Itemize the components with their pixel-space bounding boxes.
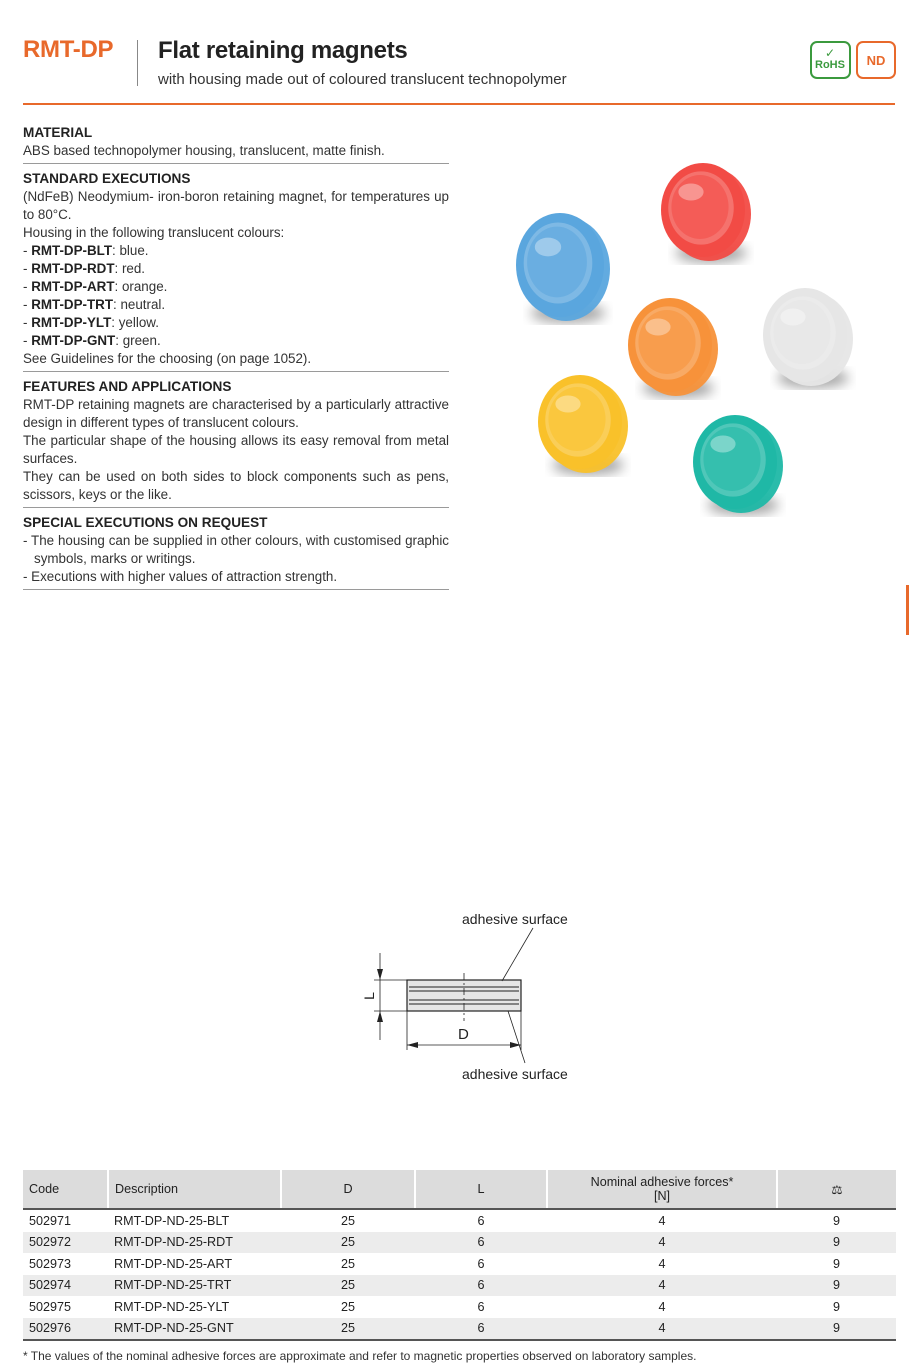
colour-item: - RMT-DP-YLT: yellow. (23, 315, 159, 330)
section-drawing (350, 905, 590, 1085)
table-row (23, 1209, 896, 1232)
col-force (547, 1170, 777, 1209)
cell-weight: 9 (777, 1232, 896, 1254)
cell-description: RMT-DP-ND-25-YLT (114, 1299, 230, 1314)
cell-description: RMT-DP-ND-25-TRT (108, 1275, 281, 1297)
cell-l: 6 (477, 1256, 485, 1271)
dimension-d-label: D (458, 1026, 469, 1043)
magnet-green (693, 415, 783, 515)
features-section (23, 378, 449, 508)
cell-weight: 9 (832, 1213, 840, 1228)
cell-weight: 9 (777, 1275, 896, 1297)
check-icon: ✓ (825, 46, 836, 60)
cell-code: 502973 (29, 1256, 72, 1271)
cell-l: 6 (415, 1318, 547, 1341)
cell-d: 25 (340, 1213, 355, 1228)
colour-item: - RMT-DP-BLT: blue. (23, 243, 149, 258)
special-executions-section (23, 514, 449, 590)
cell-force: 4 (658, 1299, 666, 1314)
col-l: L (415, 1170, 547, 1209)
cell-force: 4 (658, 1213, 666, 1228)
product-table (23, 1170, 896, 1341)
standard-heading: STANDARD EXECUTIONS (23, 171, 191, 186)
page-header (0, 0, 909, 105)
standard-executions-section (23, 170, 449, 372)
col-description: Description (108, 1170, 281, 1209)
cell-l: 6 (477, 1299, 485, 1314)
cell-weight: 9 (832, 1299, 840, 1314)
nd-label: ND (866, 53, 886, 68)
table-header-row (23, 1170, 896, 1209)
header-divider (137, 40, 138, 86)
standard-text-2: Housing in the following translucent colours: (23, 225, 285, 240)
page-title: Flat retaining magnets (158, 37, 408, 64)
cell-code: 502976 (23, 1318, 108, 1341)
features-heading: FEATURES AND APPLICATIONS (23, 379, 232, 394)
cell-l: 6 (477, 1213, 485, 1228)
colour-item: - RMT-DP-TRT: neutral. (23, 297, 166, 312)
magnet-red (661, 163, 751, 263)
col-force-unit: [N] (653, 1189, 671, 1203)
cell-d: 25 (281, 1318, 415, 1341)
cell-code: 502972 (23, 1232, 108, 1254)
special-item: - The housing can be supplied in other colours, with customised graphic symbols, marks or writings. (23, 533, 449, 566)
table-row (23, 1318, 896, 1341)
standard-text-3: See Guidelines for the choosing (on page 1052). (23, 351, 312, 366)
features-paragraph: They can be used on both sides to block components such as pens, scissors, keys or the like. (23, 469, 449, 502)
cell-force: 4 (658, 1256, 666, 1271)
cell-l: 6 (415, 1275, 547, 1297)
colour-item: - RMT-DP-RDT: red. (23, 261, 146, 276)
magnet-neutral (763, 288, 853, 388)
cell-d: 25 (340, 1299, 355, 1314)
cell-d: 25 (340, 1256, 355, 1271)
footnote: * The values of the nominal adhesive forces are approximate and refer to magnetic properties observed on laboratory samples. (23, 1349, 697, 1363)
special-heading: SPECIAL EXECUTIONS ON REQUEST (23, 515, 268, 530)
cell-description: RMT-DP-ND-25-GNT (108, 1318, 281, 1341)
cell-d: 25 (281, 1275, 415, 1297)
cell-code: 502974 (23, 1275, 108, 1297)
header-rule (23, 103, 895, 105)
nd-badge (856, 41, 896, 79)
cell-force: 4 (547, 1275, 777, 1297)
cell-d: 25 (281, 1232, 415, 1254)
dimension-l-label: L (360, 992, 377, 1000)
col-weight (777, 1170, 896, 1209)
cell-description: RMT-DP-ND-25-ART (114, 1256, 233, 1271)
features-paragraph: The particular shape of the housing allows its easy removal from metal surfaces. (23, 433, 449, 466)
magnet-yellow (538, 375, 628, 475)
cell-description: RMT-DP-ND-25-RDT (108, 1232, 281, 1254)
scale-icon: ⚖ (831, 1182, 843, 1197)
cell-description: RMT-DP-ND-25-BLT (114, 1213, 230, 1228)
cell-weight: 9 (777, 1318, 896, 1341)
features-paragraph: RMT-DP retaining magnets are characterised by a particularly attractive design in different types of translucent colours. (23, 397, 449, 430)
adhesive-surface-label-bottom: adhesive surface (462, 1066, 568, 1082)
colour-item: - RMT-DP-ART: orange. (23, 279, 168, 294)
standard-text-1: (NdFeB) Neodymium- iron-boron retaining magnet, for temperatures up to 80°C. (23, 189, 449, 222)
cell-weight: 9 (832, 1256, 840, 1271)
technical-drawing (350, 905, 590, 1085)
material-text: ABS based technopolymer housing, translucent, matte finish. (23, 143, 385, 158)
cell-l: 6 (415, 1232, 547, 1254)
magnet-blue (516, 213, 610, 323)
cell-force: 4 (547, 1232, 777, 1254)
page-subtitle: with housing made out of coloured translucent technopolymer (158, 71, 567, 88)
cell-code: 502975 (29, 1299, 72, 1314)
table-row (23, 1253, 896, 1275)
colour-item: - RMT-DP-GNT: green. (23, 333, 161, 348)
col-force-label: Nominal adhesive forces* (590, 1175, 734, 1189)
table-row (23, 1296, 896, 1318)
description-column (23, 124, 449, 596)
rohs-label: RoHS (815, 59, 845, 71)
adhesive-surface-label-top: adhesive surface (462, 911, 568, 927)
col-code: Code (23, 1170, 108, 1209)
table-row (23, 1232, 896, 1254)
cell-force: 4 (547, 1318, 777, 1341)
special-item: - Executions with higher values of attraction strength. (23, 569, 338, 584)
cell-code: 502971 (29, 1213, 72, 1228)
rohs-badge (810, 41, 851, 79)
product-photo (505, 160, 865, 530)
material-section (23, 124, 449, 164)
material-heading: MATERIAL (23, 125, 93, 140)
product-code: RMT-DP (23, 36, 114, 63)
table-row (23, 1275, 896, 1297)
magnet-orange (628, 298, 718, 398)
col-d: D (281, 1170, 415, 1209)
